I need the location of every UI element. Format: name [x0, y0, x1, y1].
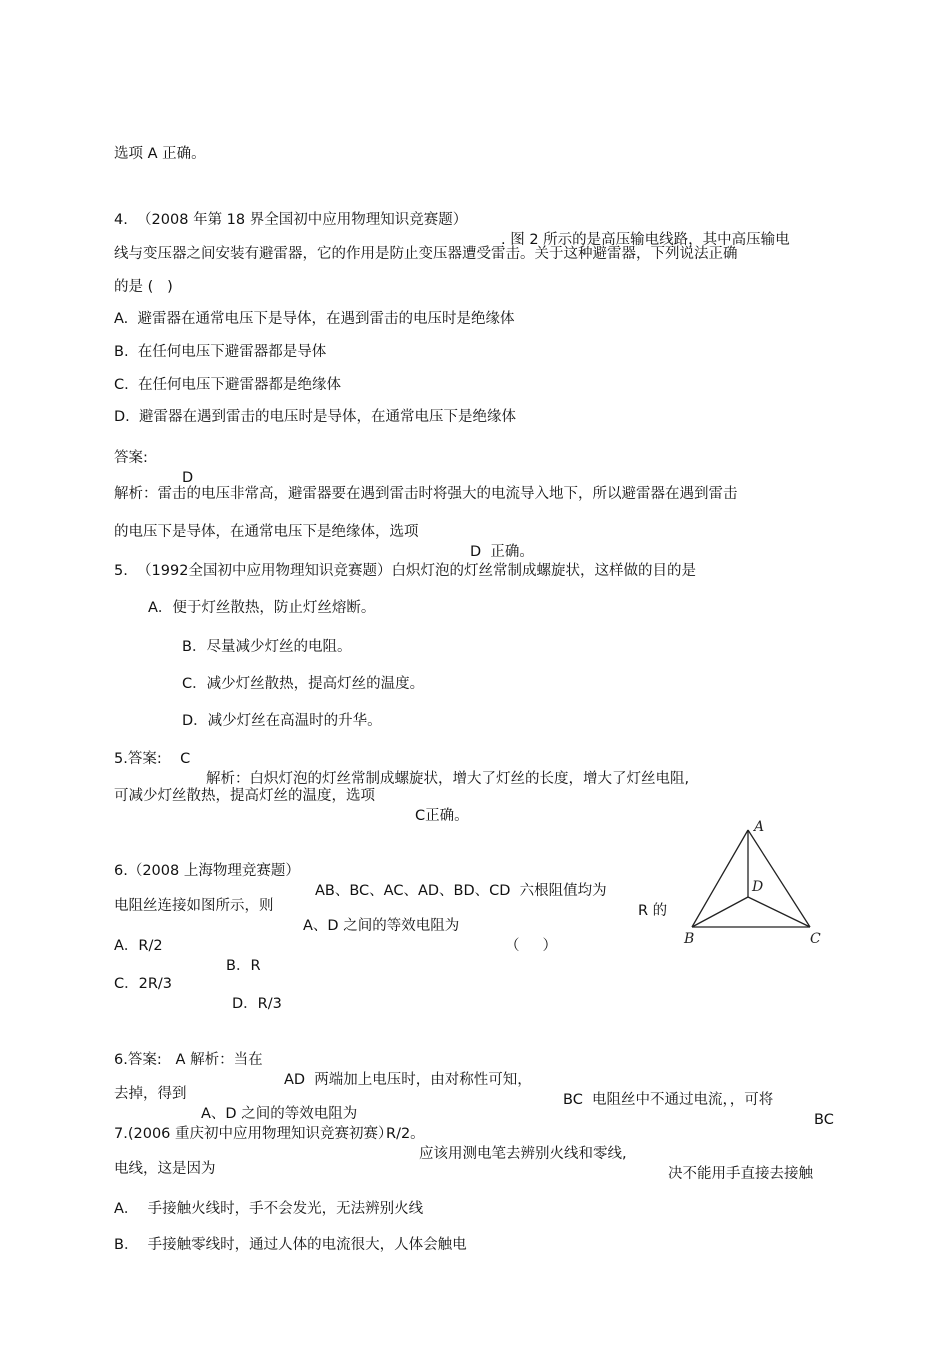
q4-stem-text: . 图 2 所示的是高压输电线路，其中高压输电 — [501, 232, 790, 248]
q6-answer-text-1a: 6.答案: A 解析：当在 — [114, 1052, 263, 1068]
q4-stem-text-2: 线与变压器之间安装有避雷器，它的作用是防止变压器遭受雷击。关于这种避雷器，下列说法正确 — [114, 246, 738, 262]
q4-source: 4. （2008 年第 18 界全国初中应用物理知识竞赛题） — [114, 212, 468, 228]
vertex-label-c: C — [810, 931, 821, 947]
q6-answer-text-1c: BC 电阻丝中不通过电流，，可将 — [563, 1092, 774, 1108]
vertex-label-d: D — [752, 879, 764, 895]
q4-stem-text-3: 的是 ( ) — [114, 279, 173, 295]
vertex-label-a: A — [754, 819, 765, 835]
q6-option-b: B．R — [226, 958, 261, 974]
q6-stem-text-1c: R 的 — [638, 903, 668, 919]
q5-option-a-text: A．便于灯丝散热，防止灯丝熔断。 — [148, 600, 376, 616]
q7-option-a — [0, 1179, 424, 1219]
q6-option-a: A．R/2 — [114, 938, 163, 954]
q6-answer-text-2c: R/2。 — [386, 1126, 425, 1142]
q6-source: 6.（2008 上海物理竞赛题） — [114, 863, 300, 879]
q5-option-a — [0, 578, 376, 618]
q5-option-c — [0, 654, 425, 694]
q5-analysis-text-2b: C正确。 — [415, 808, 469, 824]
q4-option-c-text: C. 在任何电压下避雷器都是绝缘体 — [114, 377, 341, 393]
q4-analysis-text-1: 解析：雷击的电压非常高，避雷器要在遇到雷击时将强大的电流导入地下，所以避雷器在遇到雷击 — [114, 486, 738, 502]
q5-option-d-text: D．减少灯丝在高温时的升华。 — [182, 713, 382, 729]
q7-option-b-text: B． 手接触零线时，通过人体的电流很大，人体会触电 — [114, 1237, 467, 1253]
q7-option-b — [0, 1215, 467, 1255]
q4-option-d-text: D. 避雷器在遇到雷击的电压时是导体，在通常电压下是绝缘体 — [114, 409, 516, 425]
q4-analysis-text-2a: 的电压下是导体，在通常电压下是绝缘体，选项 — [114, 524, 419, 540]
previous-answer-conclusion: 选项 A 正确。 — [114, 146, 206, 162]
q4-option-a-text: A. 避雷器在通常电压下是导体，在遇到雷击的电压时是绝缘体 — [114, 311, 515, 327]
q5-option-b-text: B．尽量减少灯丝的电阻。 — [182, 639, 352, 655]
q5-analysis-text: 解析：白炽灯泡的灯丝常制成螺旋状，增大了灯丝的长度，增大了灯丝电阻, — [206, 771, 690, 787]
q7-source: 7.(2006 重庆初中应用物理知识竞赛初赛） — [114, 1126, 393, 1142]
q5-option-b — [0, 617, 352, 657]
text-line — [0, 124, 206, 164]
q6-option-c: C．2R/3 — [114, 976, 173, 992]
q4-answer-label: 答案: — [114, 450, 148, 466]
q6-stem-text-1b: AB、BC、AC、AD、BD、CD 六根阻值均为 — [315, 883, 607, 899]
q5-option-c-text: C．减少灯丝散热，提高灯丝的温度。 — [182, 676, 425, 692]
q4-analysis-line-1 — [0, 464, 738, 504]
vertex-label-b: B — [684, 931, 695, 947]
q6-answer-text-1b: AD 两端加上电压时，由对称性可知， — [284, 1072, 532, 1088]
q7-stem-text-1c: 决不能用手直接去接触 — [668, 1166, 813, 1182]
q6-option-d: D．R/3 — [232, 996, 282, 1012]
q5-option-d — [0, 691, 382, 731]
q4-option-b-text: B. 在任何电压下避雷器都是导体 — [114, 344, 327, 360]
q7-stem-text-2: 电线，这是因为 — [114, 1161, 216, 1177]
q6-answer-text-2a: 去掉，得到 — [114, 1086, 187, 1102]
q7-stem-line-2 — [0, 1139, 216, 1179]
q6-stem-text-2a: 电阻丝连接如图所示，则 — [114, 898, 274, 914]
q5-analysis-text-2a: 可减少灯丝散热，提高灯丝的温度，选项 — [114, 788, 375, 804]
q6-answer-text-2b: A、D 之间的等效电阻为 — [201, 1106, 358, 1122]
q6-stem-text-2b: A、D 之间的等效电阻为 — [303, 918, 460, 934]
q6-answer-text-1d: BC — [814, 1112, 834, 1128]
q5-stem-text: 5. （1992全国初中应用物理知识竞赛题）白炽灯泡的灯丝常制成螺旋状，这样做的目的是 — [114, 563, 696, 579]
q7-stem-text-1b: 应该用测电笔去辨别火线和零线, — [419, 1146, 627, 1162]
q5-answer-text: 5.答案: C — [114, 751, 191, 767]
q7-option-a-text: A． 手接触火线时，手不会发光，无法辨别火线 — [114, 1201, 424, 1217]
q4-answer-value: D — [182, 470, 194, 486]
q4-analysis-text-2b: D 正确。 — [470, 544, 534, 560]
resistor-network-diagram — [682, 815, 832, 950]
q6-stem-text-2c: （ ） — [505, 938, 558, 954]
q4-option-d — [0, 387, 516, 427]
